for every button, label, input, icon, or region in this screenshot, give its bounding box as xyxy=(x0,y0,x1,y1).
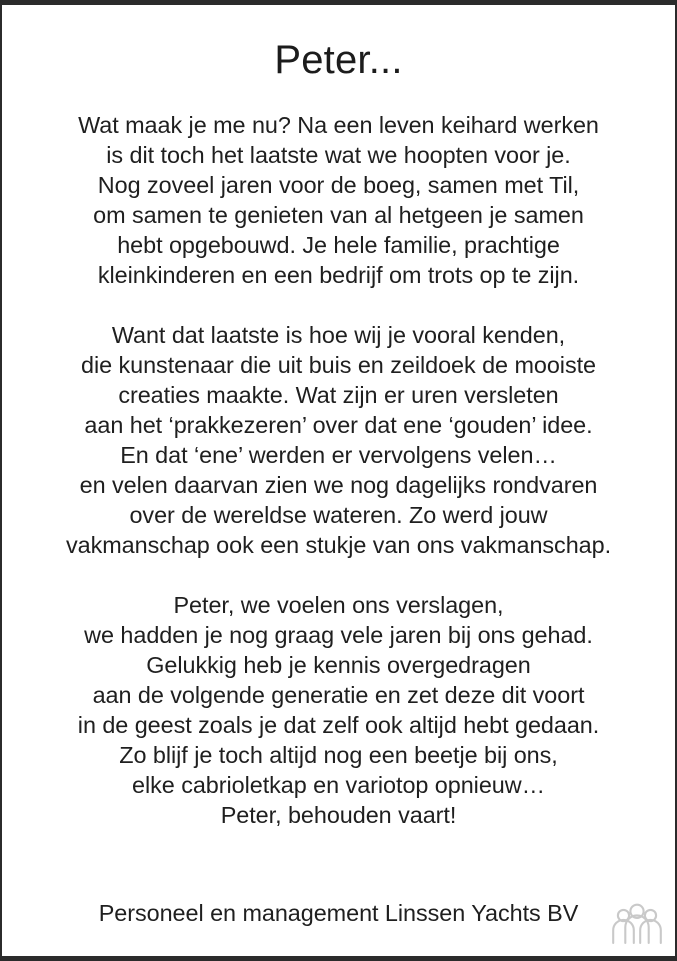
text-line: hebt opgebouwd. Je hele familie, prachtige xyxy=(117,232,560,258)
text-line: Gelukkig heb je kennis overgedragen xyxy=(146,652,531,678)
text-line: in de geest zoals je dat zelf ook altijd hebt gedaan. xyxy=(77,712,600,738)
text-line: Nog zoveel jaren voor de boeg, samen met Til, xyxy=(97,172,580,198)
text-line: creaties maakte. Wat zijn er uren versleten xyxy=(118,382,559,408)
text-line: kleinkinderen en een bedrijf om trots op te zijn. xyxy=(97,262,580,288)
text-line: vakmanschap ook een stukje van ons vakmanschap. xyxy=(65,532,612,558)
text-line: Zo blijf je toch altijd nog een beetje bij ons, xyxy=(119,742,558,768)
obituary-body xyxy=(16,110,661,830)
signature-line: Personeel en management Linssen Yachts BV xyxy=(98,900,579,926)
text-line: aan de volgende generatie en zet deze dit voort xyxy=(92,682,585,708)
card-inner xyxy=(2,5,675,956)
text-line: we hadden je nog graag vele jaren bij ons gehad. xyxy=(84,622,593,648)
text-line: die kunstenaar die uit buis en zeildoek de mooiste xyxy=(80,352,597,378)
text-line: elke cabrioletkap en variotop opnieuw… xyxy=(132,772,545,798)
text-line: is dit toch het laatste wat we hoopten voor je. xyxy=(106,142,571,168)
paragraph-2 xyxy=(16,320,661,560)
text-line: en velen daarvan zien we nog dagelijks rondvaren xyxy=(79,472,598,498)
text-line: Peter, behouden vaart! xyxy=(220,802,457,828)
text-line: Want dat laatste is hoe wij je vooral kenden, xyxy=(111,322,566,348)
text-line: Wat maak je me nu? Na een leven keihard werken xyxy=(78,112,599,138)
text-line: En dat ‘ene’ werden er vervolgens velen… xyxy=(120,442,557,468)
paragraph-3 xyxy=(16,590,661,830)
text-line: om samen te genieten van al hetgeen je samen xyxy=(93,202,584,228)
paragraph-1 xyxy=(16,110,661,290)
page-title: Peter... xyxy=(274,38,403,82)
text-line: over de wereldse wateren. Zo werd jouw xyxy=(129,502,548,528)
group-of-people-icon xyxy=(609,902,665,948)
text-line: Peter, we voelen ons verslagen, xyxy=(173,592,504,618)
text-line: aan het ‘prakkezeren’ over dat ene ‘gouden’ idee. xyxy=(84,412,593,438)
